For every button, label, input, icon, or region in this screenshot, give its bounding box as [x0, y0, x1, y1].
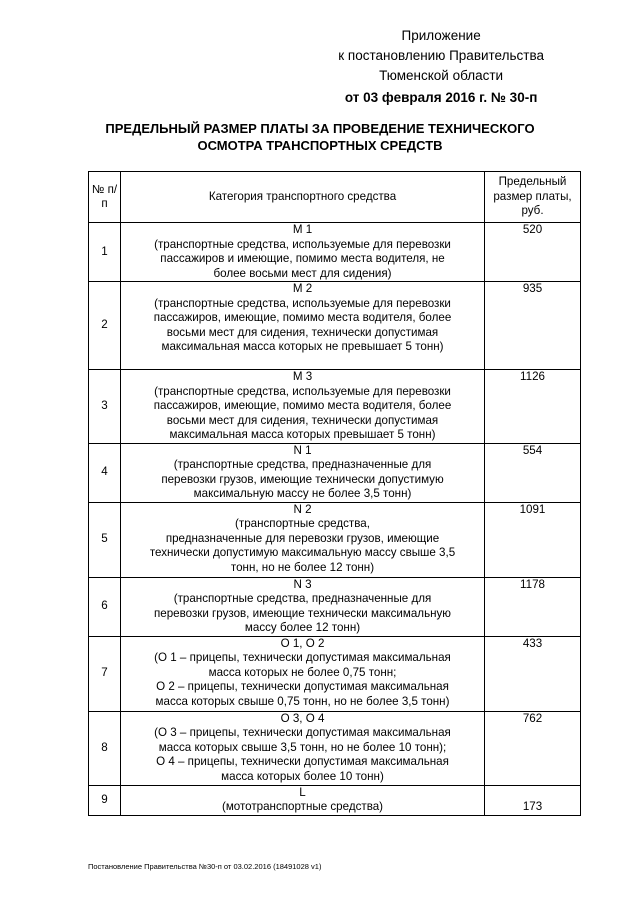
category-code: N 2: [293, 502, 312, 516]
category-description-line: масса которых более 10 тонн): [221, 769, 384, 783]
table-row: [89, 577, 581, 636]
page-title-line-2: ОСМОТРА ТРАНСПОРТНЫХ СРЕДСТВ: [197, 138, 443, 153]
category-description-line: (транспортные средства, используемые для перевозки: [154, 296, 451, 310]
category-description-line: (транспортные средства, предназначенные для: [173, 458, 432, 471]
row-number: 9: [89, 785, 121, 815]
vehicle-category: [121, 785, 485, 815]
table-row: [89, 370, 581, 444]
category-description-line: восьми мест для сидения, технически допустимая: [166, 325, 439, 339]
category-description-line: (транспортные средства,: [235, 517, 370, 530]
max-fee: 1126: [485, 370, 581, 444]
category-description-line: (О 3 – прицепы, технически допустимая максимальная: [154, 726, 451, 739]
table-row: [89, 636, 581, 711]
category-description-line: массу более 12 тонн): [244, 621, 361, 634]
category-code: О 1, О 2: [280, 636, 325, 650]
vehicle-category: [121, 443, 485, 502]
row-number: 8: [89, 711, 121, 785]
vehicle-category: [121, 636, 485, 711]
table-header-row: [89, 172, 581, 223]
vehicle-category: [121, 370, 485, 444]
category-description-line: масса которых свыше 3,5 тонн, но не более 10 тонн);: [158, 740, 447, 754]
category-description-line: О 2 – прицепы, технически допустимая максимальная: [156, 680, 449, 693]
category-code: L: [299, 785, 306, 799]
category-description-line: максимальная масса которых не превышает 5 тонн): [161, 340, 444, 353]
header-category: Категория транспортного средства: [121, 172, 485, 223]
category-code: М 1: [292, 223, 313, 236]
category-description-line: пассажиров и имеющие, помимо места водителя, не: [160, 252, 445, 265]
category-description-line: предназначенные для перевозки грузов, имеющие: [165, 531, 440, 545]
table-row: [89, 282, 581, 370]
category-description-line: перевозки грузов, имеющие технически допустимую: [161, 472, 444, 486]
max-fee: 762: [485, 711, 581, 785]
category-description-line: перевозки грузов, имеющие технически максимальную: [153, 606, 452, 620]
category-description-line: (транспортные средства, предназначенные для: [173, 592, 432, 605]
table-row: [89, 785, 581, 815]
resolution-date-number: от 03 февраля 2016 г. № 30-п: [344, 90, 538, 105]
max-fee: 520: [485, 223, 581, 282]
appendix-label: Приложение: [401, 28, 481, 43]
header-number: № п/п: [89, 172, 121, 223]
category-description-line: (транспортные средства, используемые для перевозки: [154, 384, 451, 398]
category-code: О 3, О 4: [280, 711, 325, 725]
row-number: 7: [89, 636, 121, 711]
max-fee: 433: [485, 636, 581, 711]
row-number: 4: [89, 443, 121, 502]
category-description-line: пассажиров, имеющие, помимо места водителя, более: [153, 311, 452, 324]
vehicle-category: [121, 282, 485, 370]
category-description-line: О 4 – прицепы, технически допустимая максимальная: [156, 755, 449, 768]
category-description-line: пассажиров, имеющие, помимо места водителя, более: [153, 399, 452, 412]
appendix-header: [338, 26, 544, 108]
max-fee: 554: [485, 443, 581, 502]
max-fee: 1178: [485, 577, 581, 636]
vehicle-category: [121, 711, 485, 785]
document-footer: Постановление Правительства №30-п от 03.02.2016 (18491028 v1): [88, 862, 322, 871]
row-number: 5: [89, 502, 121, 577]
category-description-line: максимальную массу не более 3,5 тонн): [193, 487, 412, 500]
table-row: [89, 711, 581, 785]
table-row: [89, 443, 581, 502]
max-fee: 1091: [485, 502, 581, 577]
page-title-line-1: ПРЕДЕЛЬНЫЙ РАЗМЕР ПЛАТЫ ЗА ПРОВЕДЕНИЕ ТЕХНИЧЕСКОГО: [105, 121, 535, 136]
category-description-line: (мототранспортные средства): [221, 800, 384, 813]
category-description-line: максимальная масса которых превышает 5 тонн): [169, 428, 436, 441]
category-description-line: восьми мест для сидения, технически допустимая: [166, 413, 439, 427]
resolution-ref: к постановлению Правительства: [338, 48, 544, 63]
category-description-line: масса которых свыше 0,75 тонн, но не более 3,5 тонн): [155, 694, 450, 708]
row-number: 6: [89, 577, 121, 636]
category-code: N 1: [293, 443, 312, 457]
max-fee: 173: [485, 785, 581, 815]
vehicle-category: [121, 223, 485, 282]
row-number: 2: [89, 282, 121, 370]
category-code: М 2: [292, 282, 313, 295]
header-price: Предельный размер платы, руб.: [485, 172, 581, 223]
row-number: 3: [89, 370, 121, 444]
page-title: [0, 120, 640, 154]
fee-table-body: [89, 223, 581, 816]
category-description-line: (О 1 – прицепы, технически допустимая максимальная: [154, 651, 451, 664]
category-description-line: технически допустимую максимальную массу свыше 3,5: [149, 546, 456, 559]
category-code: М 3: [292, 370, 313, 383]
table-row: [89, 223, 581, 282]
category-code: N 3: [293, 577, 312, 591]
category-description-line: масса которых не более 0,75 тонн;: [208, 665, 397, 679]
row-number: 1: [89, 223, 121, 282]
max-fee: 935: [485, 282, 581, 370]
table-row: [89, 502, 581, 577]
vehicle-category: [121, 502, 485, 577]
category-description-line: (транспортные средства, используемые для перевозки: [154, 237, 451, 251]
category-description-line: тонн, но не более 12 тонн): [230, 560, 375, 574]
fee-table: [88, 171, 581, 816]
region-name: Тюменской области: [379, 68, 504, 83]
vehicle-category: [121, 577, 485, 636]
category-description-line: более восьми мест для сидения): [213, 266, 392, 280]
